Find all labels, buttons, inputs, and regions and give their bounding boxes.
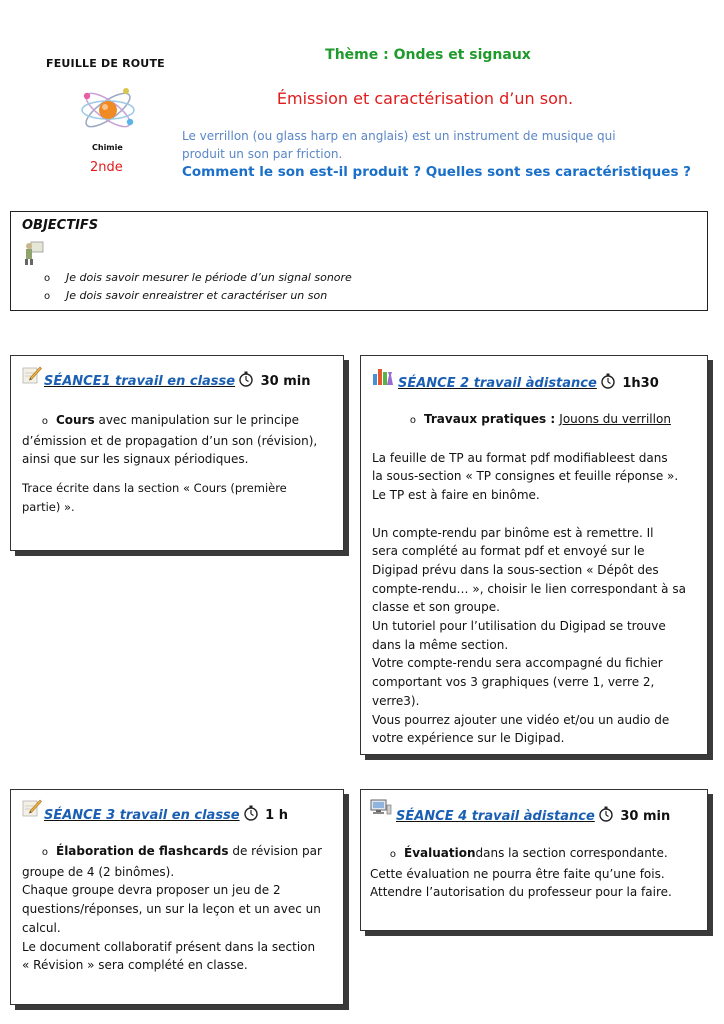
objectifs-title: OBJECTIFS — [22, 218, 99, 233]
atom-icon — [78, 82, 138, 138]
niveau-label: 2nde — [90, 160, 123, 175]
timer-icon — [598, 806, 614, 822]
theme-title: Thème : Ondes et signaux — [325, 47, 531, 63]
chemistry-flasks-icon — [372, 364, 394, 386]
timer-icon — [600, 373, 616, 389]
teacher-icon — [24, 239, 44, 265]
seance4-content: o Évaluationdans la section correspondante. Cette évaluation ne pourra être faite qu’une fois. Attendre l’autorisation du professeur pour la faire. — [370, 846, 672, 900]
pencil-icon — [22, 364, 42, 384]
intro-text: Le verrillon (ou glass harp en anglais) est un instrument de musique qui produit un son par friction. — [182, 129, 616, 161]
objectif-item: o Je dois savoir mesurer le période d’un signal sonore — [44, 271, 352, 284]
feuille-de-route-label: FEUILLE DE ROUTE — [46, 57, 165, 70]
seance3-content: o Élaboration de flashcards de révision par groupe de 4 (2 binômes). Chaque groupe devra proposer un jeu de 2 questions/réponses, un sur la leçon et un avec un calcul. Le document collaboratif présent dans la section « Révision » sera complété en classe. — [22, 844, 322, 973]
seance4-heading: SÉANCE 4 travail àdistance 30 min — [396, 806, 670, 824]
seance2-content: o Travaux pratiques : Jouons du verrillon La feuille de TP au format pdf modifiableest dans la sous-section « TP consignes et feuille réponse ». Le TP est à faire en binôme. Un compte-rendu par binôme est à remettre. Il sera complété au format pdf et envoyé sur le Digipad prévu dans la sous-section « Dépôt des compte-rendu… », choisir le lien correspondant à sa classe et son groupe. Un tutoriel pour l’utilisation du Digipad se trouve dans la même section. Votre compte-rendu sera accompagné du fichier comportant vos 3 graphiques (verre 1, verre 2, verre3). Vous pourrez ajouter une vidéo et/ou un audio de votre expérience sur le Digipad. — [372, 412, 686, 746]
seance1-heading: SÉANCE1 travail en classe 30 min — [44, 371, 311, 389]
tp-link[interactable]: Jouons du verrillon — [559, 412, 671, 426]
page-title: Émission et caractérisation d’un son. — [276, 89, 574, 108]
objectif-item: o Je dois savoir enreaistrer et caractériser un son — [44, 289, 328, 302]
main-question: Comment le son est-il produit ? Quelles sont ses caractéristiques ? — [182, 164, 692, 180]
computer-icon — [370, 799, 392, 817]
seance2-heading: SÉANCE 2 travail àdistance 1h30 — [398, 373, 659, 391]
seance1-content: o Cours avec manipulation sur le principe d’émission et de propagation d’un son (révision), ainsi que sur les signaux périodiques. Trace écrite dans la section « Cours (première partie) ». — [22, 413, 318, 514]
chimie-label: Chimie — [92, 143, 123, 152]
timer-icon — [238, 371, 254, 387]
seance3-heading: SÉANCE 3 travail en classe 1 h — [44, 805, 288, 823]
timer-icon — [243, 805, 259, 821]
pencil-icon — [22, 797, 42, 817]
